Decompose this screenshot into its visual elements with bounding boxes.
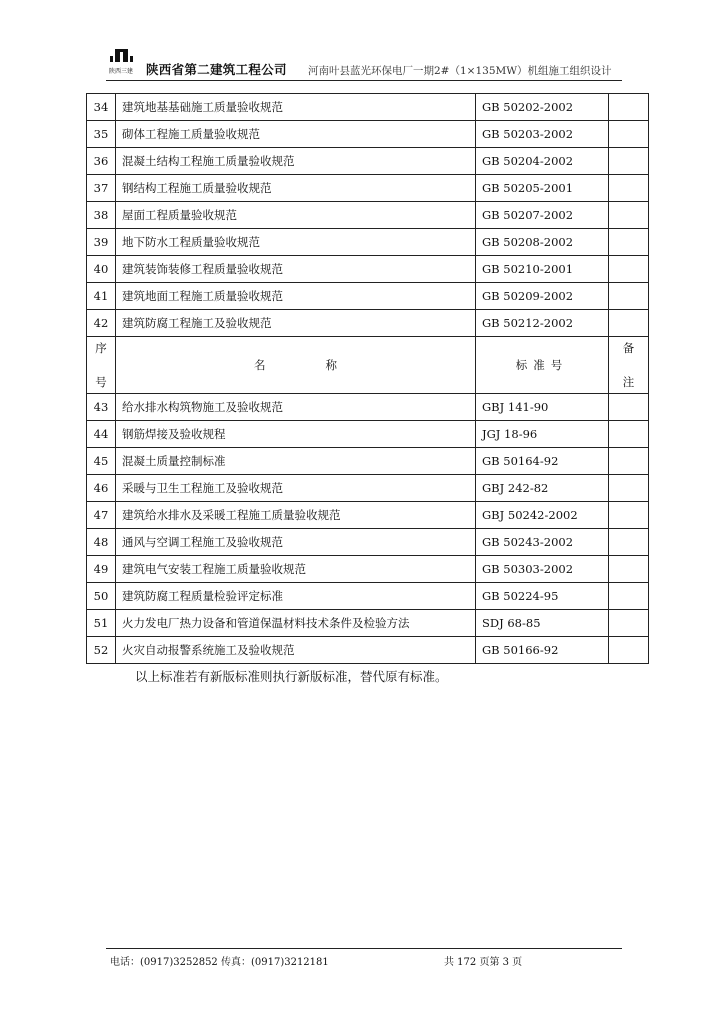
row-name: 屋面工程质量验收规范: [116, 202, 476, 229]
page-footer: [106, 948, 622, 968]
row-name: 建筑电气安装工程施工质量验收规范: [116, 556, 476, 583]
row-name: 建筑给水排水及采暖工程施工质量验收规范: [116, 502, 476, 529]
row-name: 火灾自动报警系统施工及验收规范: [116, 637, 476, 664]
row-name: 采暖与卫生工程施工及验收规范: [116, 475, 476, 502]
table-row: [87, 637, 649, 664]
row-remark: [609, 637, 649, 664]
row-name: 给水排水构筑物施工及验收规范: [116, 394, 476, 421]
table-row: [87, 475, 649, 502]
row-serial: 46: [87, 475, 116, 502]
row-code: GB 50243-2002: [476, 529, 609, 556]
row-code: GB 50303-2002: [476, 556, 609, 583]
row-remark: [609, 502, 649, 529]
row-remark: [609, 148, 649, 175]
footer-contact: 电话：(0917)3252852 传真：(0917)3212181: [110, 957, 329, 968]
page-header: [106, 46, 622, 81]
footer-page-number: 共 172 页第 3 页: [444, 957, 523, 968]
row-serial: 44: [87, 421, 116, 448]
row-serial: 48: [87, 529, 116, 556]
row-code: GB 50204-2002: [476, 148, 609, 175]
row-serial: 38: [87, 202, 116, 229]
logo-text: 陕西三建: [108, 68, 134, 75]
row-name: 通风与空调工程施工及验收规范: [116, 529, 476, 556]
row-serial: 43: [87, 394, 116, 421]
table-row: [87, 121, 649, 148]
row-remark: [609, 583, 649, 610]
table-row: [87, 256, 649, 283]
table-row: [87, 202, 649, 229]
table-row: [87, 283, 649, 310]
row-code: GB 50210-2001: [476, 256, 609, 283]
row-name: 建筑地基基础施工质量验收规范: [116, 94, 476, 121]
row-name: 地下防水工程质量验收规范: [116, 229, 476, 256]
row-code: GB 50209-2002: [476, 283, 609, 310]
standards-table: [86, 93, 649, 664]
row-name: 混凝土结构工程施工质量验收规范: [116, 148, 476, 175]
row-name: 火力发电厂热力设备和管道保温材料技术条件及检验方法: [116, 610, 476, 637]
row-serial: 37: [87, 175, 116, 202]
row-name: 建筑地面工程施工质量验收规范: [116, 283, 476, 310]
row-name: 建筑防腐工程质量检验评定标准: [116, 583, 476, 610]
row-serial: 49: [87, 556, 116, 583]
row-remark: [609, 175, 649, 202]
table-row: [87, 148, 649, 175]
row-serial: 52: [87, 637, 116, 664]
row-code: GB 50166-92: [476, 637, 609, 664]
table-row: [87, 610, 649, 637]
row-serial: 40: [87, 256, 116, 283]
row-remark: [609, 94, 649, 121]
row-serial: 41: [87, 283, 116, 310]
row-remark: [609, 202, 649, 229]
row-remark: [609, 448, 649, 475]
note-text: 以上标准若有新版标准则执行新版标准，替代原有标准。: [135, 669, 448, 684]
row-remark: [609, 421, 649, 448]
table-row: [87, 229, 649, 256]
row-code: JGJ 18-96: [476, 421, 609, 448]
row-serial: 35: [87, 121, 116, 148]
row-serial: 50: [87, 583, 116, 610]
table-row: [87, 421, 649, 448]
table-row: [87, 556, 649, 583]
row-code: GB 50202-2002: [476, 94, 609, 121]
row-remark: [609, 256, 649, 283]
row-code: SDJ 68-85: [476, 610, 609, 637]
row-remark: [609, 556, 649, 583]
header-serial: 序 号: [87, 337, 116, 394]
table-row: [87, 529, 649, 556]
company-name: 陕西省第二建筑工程公司: [146, 62, 287, 77]
row-code: GB 50207-2002: [476, 202, 609, 229]
row-serial: 47: [87, 502, 116, 529]
table-row: [87, 310, 649, 337]
row-name: 钢筋焊接及验收规程: [116, 421, 476, 448]
row-serial: 42: [87, 310, 116, 337]
row-serial: 34: [87, 94, 116, 121]
table-row: [87, 94, 649, 121]
row-code: GB 50164-92: [476, 448, 609, 475]
row-remark: [609, 610, 649, 637]
row-remark: [609, 310, 649, 337]
table-row: [87, 502, 649, 529]
row-serial: 45: [87, 448, 116, 475]
table-row: [87, 448, 649, 475]
row-name: 砌体工程施工质量验收规范: [116, 121, 476, 148]
project-title: 河南叶县蓝光环保电厂一期2#（1×135MW）机组施工组织设计: [308, 65, 612, 77]
row-remark: [609, 475, 649, 502]
header-name: 名称: [116, 337, 476, 394]
row-remark: [609, 121, 649, 148]
row-code: GB 50205-2001: [476, 175, 609, 202]
row-name: 钢结构工程施工质量验收规范: [116, 175, 476, 202]
row-serial: 36: [87, 148, 116, 175]
row-code: GBJ 50242-2002: [476, 502, 609, 529]
row-remark: [609, 229, 649, 256]
row-code: GB 50224-95: [476, 583, 609, 610]
row-code: GBJ 141-90: [476, 394, 609, 421]
row-code: GBJ 242-82: [476, 475, 609, 502]
table-header-row: [87, 337, 649, 394]
row-serial: 39: [87, 229, 116, 256]
row-remark: [609, 394, 649, 421]
company-logo: [106, 48, 136, 76]
table-row: [87, 175, 649, 202]
row-name: 混凝土质量控制标准: [116, 448, 476, 475]
row-name: 建筑装饰装修工程质量验收规范: [116, 256, 476, 283]
row-remark: [609, 283, 649, 310]
row-code: GB 50203-2002: [476, 121, 609, 148]
row-code: GB 50208-2002: [476, 229, 609, 256]
table-row: [87, 394, 649, 421]
row-name: 建筑防腐工程施工及验收规范: [116, 310, 476, 337]
row-remark: [609, 529, 649, 556]
header-code: 标准号: [476, 337, 609, 394]
row-serial: 51: [87, 610, 116, 637]
header-remark: 备 注: [609, 337, 649, 394]
row-code: GB 50212-2002: [476, 310, 609, 337]
table-row: [87, 583, 649, 610]
